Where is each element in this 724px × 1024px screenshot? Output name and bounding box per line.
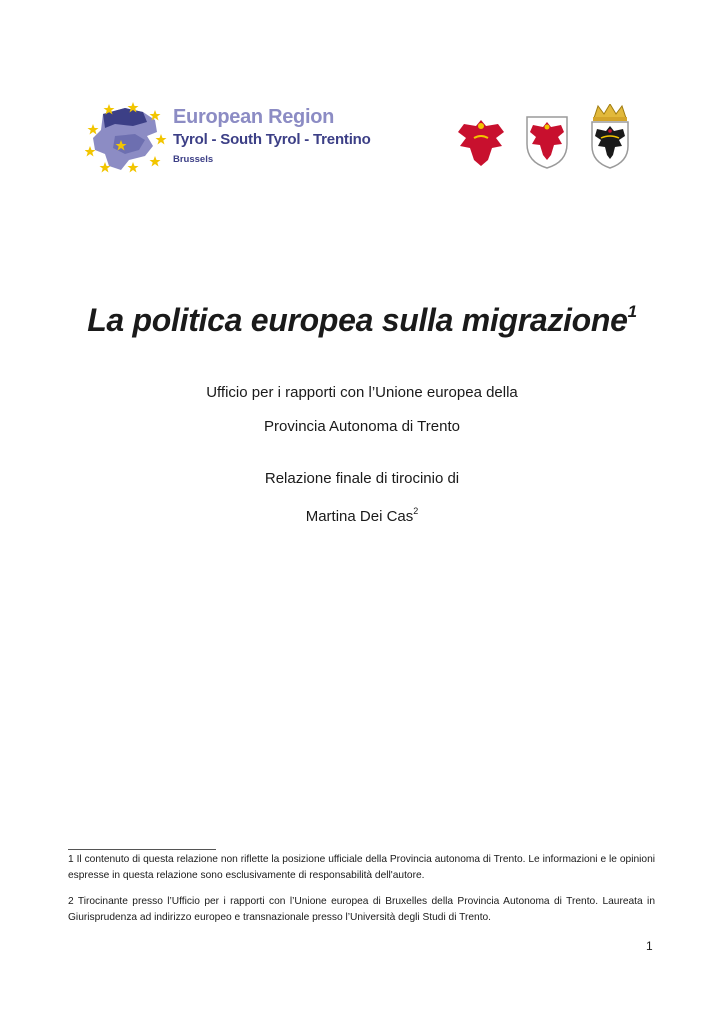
footnote-2: 2 Tirocinante presso l’Ufficio per i rapporti con l’Unione europea di Bruxelles della Provincia Autonoma di Trento. Laureata in Giurisprudenza ad indirizzo europeo e transnazionale presso l’Università degli Studi di Trento. bbox=[68, 896, 655, 923]
office-line-2: Provincia Autonoma di Trento bbox=[264, 418, 460, 435]
european-region-logo bbox=[85, 100, 371, 175]
page-number: 1 bbox=[646, 939, 653, 953]
author-name: Martina Dei Cas bbox=[305, 508, 414, 525]
region-map-icon bbox=[85, 100, 167, 175]
logo-city: Brussels bbox=[173, 154, 214, 165]
footnote-1: 1 Il contenuto di questa relazione non riflette la posizione ufficiale della Provincia autonoma di Trento. Le informazioni e le opinioni espresse in questa relazione sono esclusivamente di responsabilità dell'autore. bbox=[68, 854, 655, 881]
document-title: La politica europea sulla migrazione$^1$ bbox=[87, 302, 637, 338]
coats-of-arms bbox=[456, 104, 636, 170]
title-footnote-ref[interactable]: 1 bbox=[627, 302, 637, 321]
author-line bbox=[0, 506, 724, 525]
logo-title: European Region bbox=[173, 106, 335, 128]
tyrol-eagle-crest-icon bbox=[456, 116, 506, 168]
author-footnote-ref[interactable]: 2 bbox=[413, 506, 419, 516]
footnote-separator bbox=[68, 849, 216, 850]
south-tyrol-eagle-crest-icon bbox=[524, 114, 570, 170]
report-line: Relazione finale di tirocinio di bbox=[264, 470, 460, 487]
trentino-eagle-crest-icon bbox=[588, 104, 632, 170]
logo-subtitle: Tyrol - South Tyrol - Trentino bbox=[173, 131, 371, 148]
office-line-1: Ufficio per i rapporti con l’Unione europea della bbox=[206, 384, 518, 401]
